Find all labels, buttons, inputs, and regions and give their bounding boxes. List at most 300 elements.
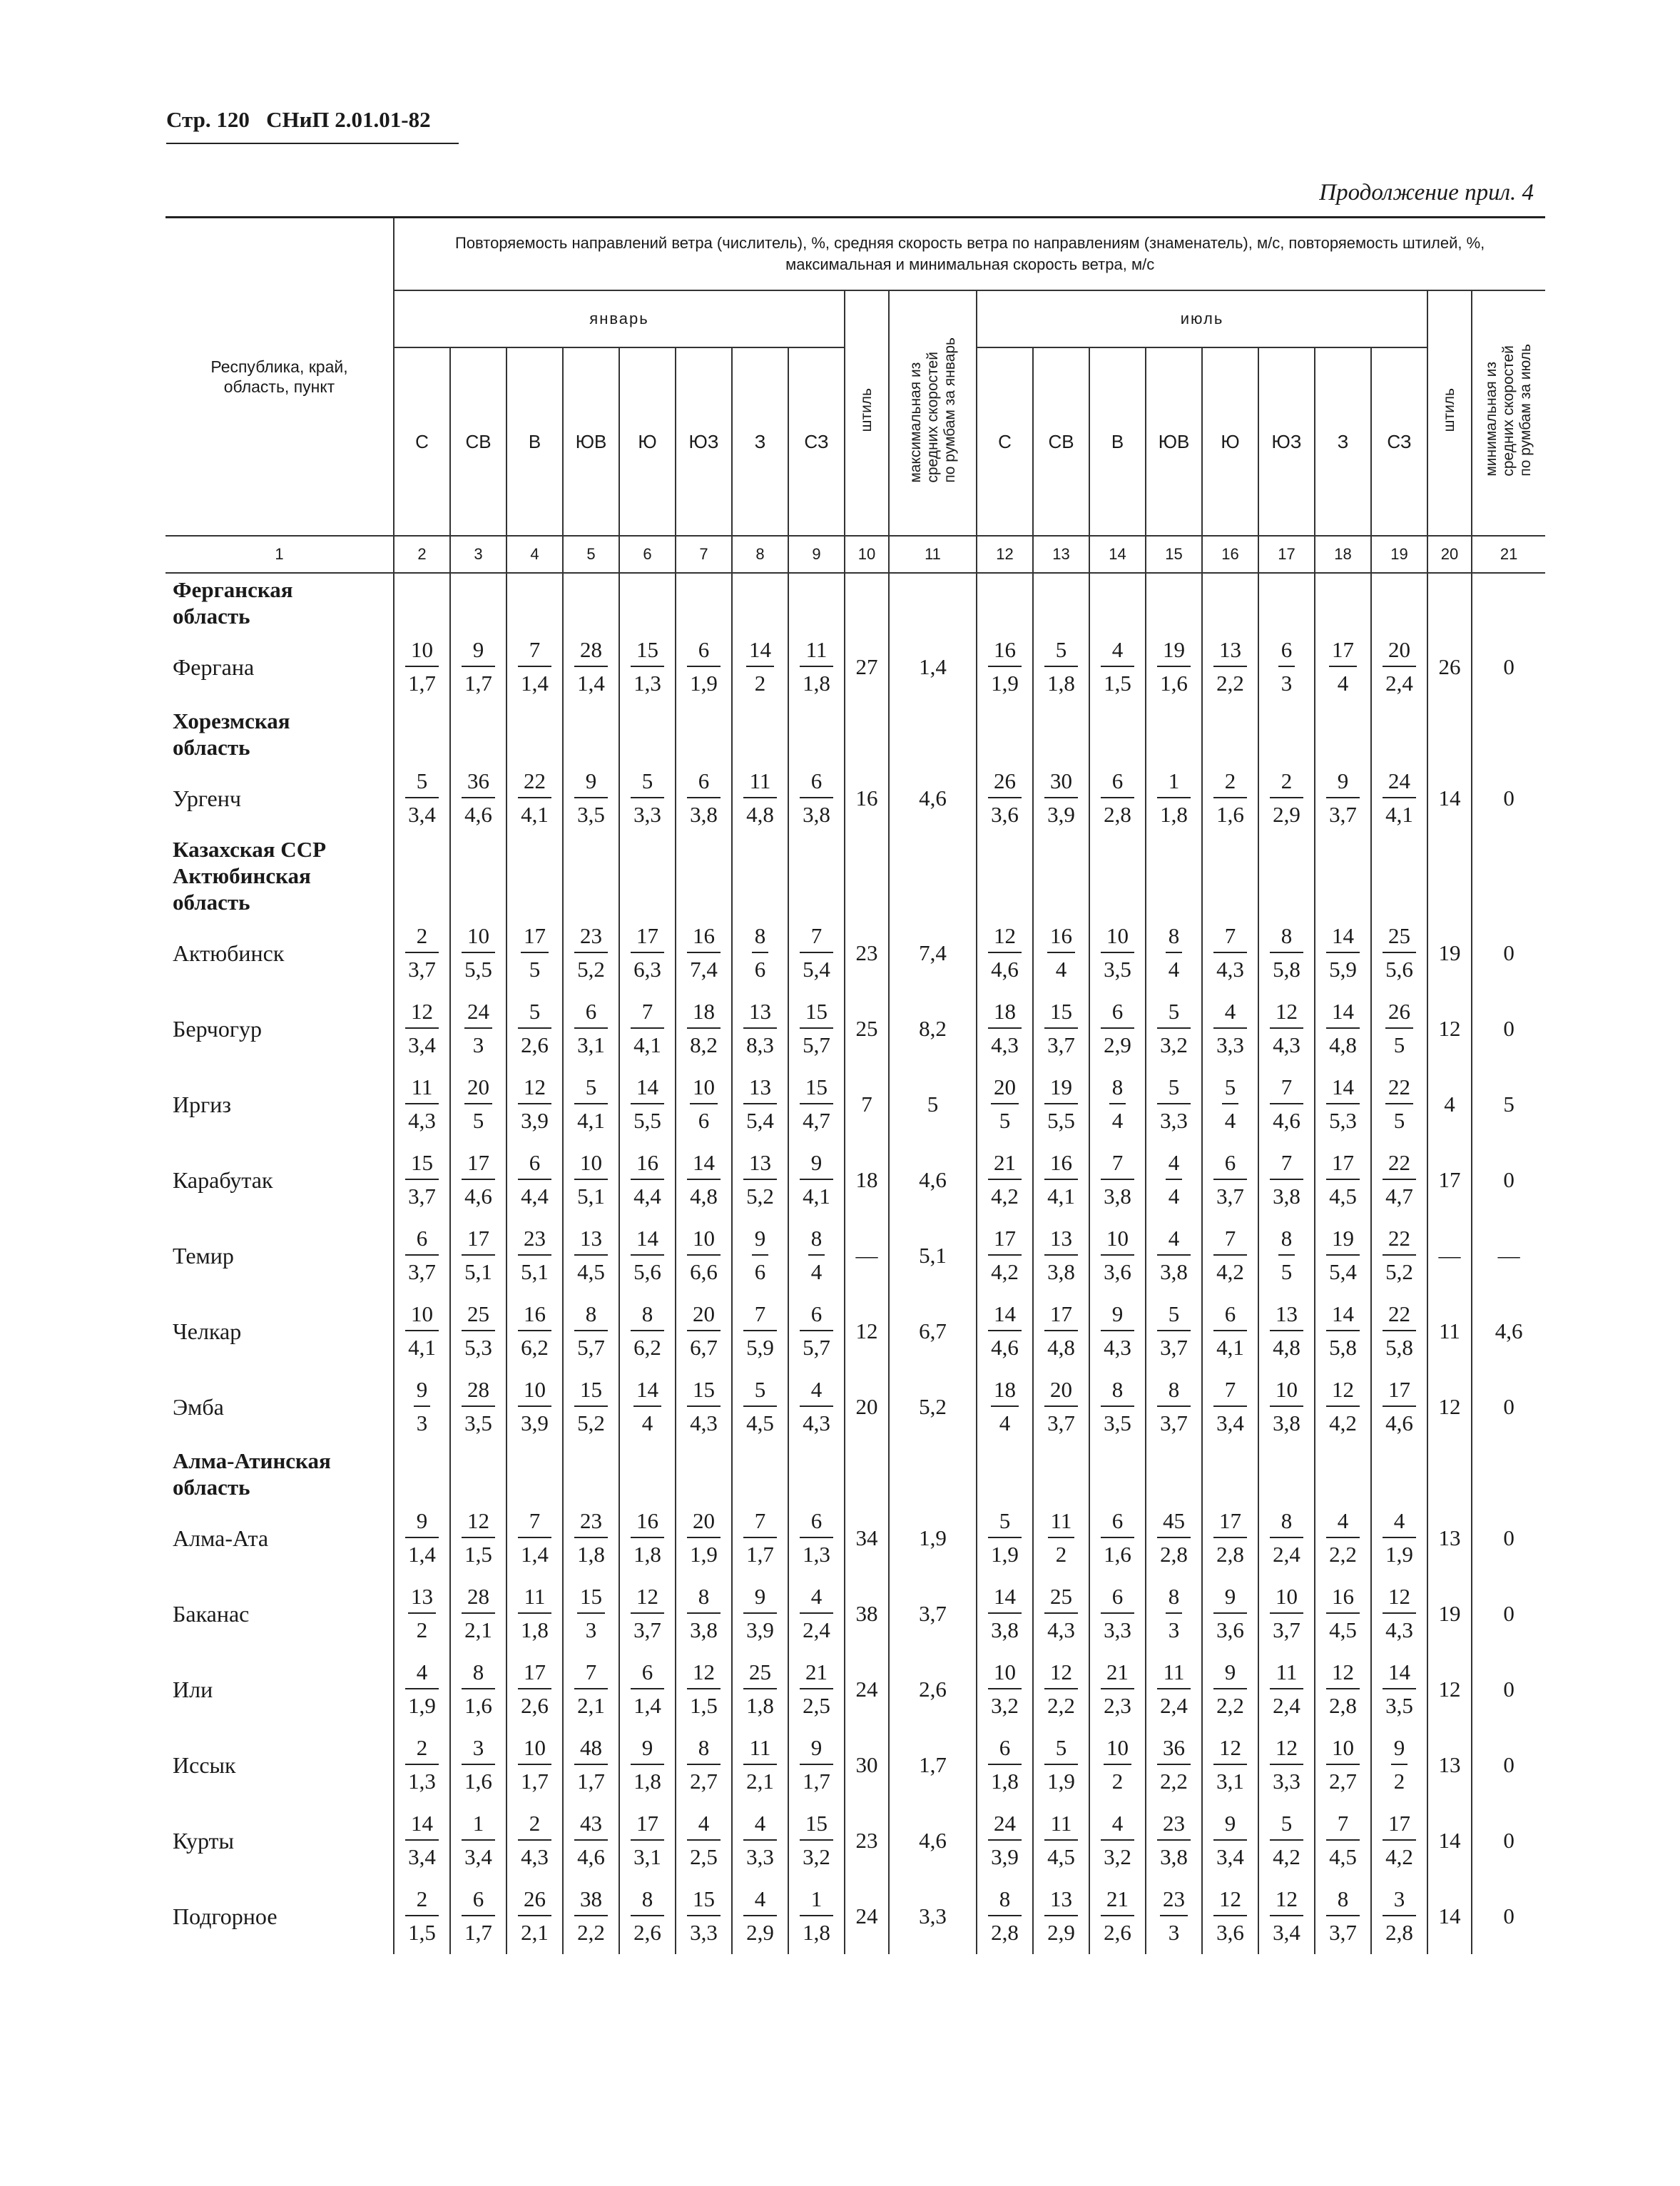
frequency-percent: 17 <box>631 925 664 953</box>
jan-direction-header: ЮВ <box>563 347 619 536</box>
mean-speed: 4,4 <box>521 1183 549 1209</box>
mean-speed: 1,7 <box>464 670 492 696</box>
mean-speed: 4,5 <box>577 1259 605 1284</box>
mean-speed: 6,2 <box>633 1334 661 1360</box>
mean-speed: 1,8 <box>521 1617 549 1642</box>
mean-speed: 4,3 <box>1047 1617 1075 1642</box>
jan-direction-cell <box>676 1142 732 1218</box>
frequency-percent: 9 <box>574 770 608 798</box>
mean-speed: 2,5 <box>803 1692 830 1718</box>
mean-speed: 3,2 <box>1104 1844 1131 1869</box>
fraction <box>462 1149 495 1209</box>
mean-speed: 3,7 <box>633 1617 661 1642</box>
fraction <box>464 1076 492 1132</box>
fraction <box>991 1378 1019 1434</box>
fraction <box>1044 1076 1078 1132</box>
frequency-percent: 11 <box>800 639 833 667</box>
station-row <box>166 1879 1545 1954</box>
mean-speed: 4,1 <box>633 1032 661 1057</box>
column-number: 7 <box>676 536 732 573</box>
mean-speed: 2,4 <box>1160 1692 1188 1718</box>
jul-direction-cell <box>1315 1879 1371 1954</box>
frequency-percent: 14 <box>405 1812 439 1841</box>
fraction <box>1157 1303 1191 1358</box>
jul-direction-cell <box>977 1142 1033 1218</box>
frequency-percent: 7 <box>800 925 833 953</box>
fraction <box>1044 1812 1078 1868</box>
fraction <box>405 922 439 982</box>
fraction <box>988 1888 1022 1943</box>
empty-cell <box>732 573 788 629</box>
jul-direction-cell <box>977 1727 1033 1803</box>
mean-speed: 4,1 <box>1385 801 1413 827</box>
frequency-percent: 4 <box>1213 1000 1247 1029</box>
frequency-percent: 1 <box>462 1812 495 1841</box>
mean-speed: 3,7 <box>1047 1032 1075 1057</box>
frequency-percent: 10 <box>405 639 439 667</box>
fraction <box>988 1000 1022 1056</box>
fraction <box>1157 1000 1191 1056</box>
frequency-percent: 6 <box>1101 1510 1134 1538</box>
mean-speed: 3,3 <box>1104 1617 1131 1642</box>
jan-max-speed: 5,1 <box>889 1218 977 1293</box>
jan-direction-cell <box>732 991 788 1067</box>
jan-direction-cell <box>394 991 450 1067</box>
jul-min-speed: — <box>1472 1218 1545 1293</box>
empty-cell <box>788 836 845 915</box>
mean-speed: 1,9 <box>690 1541 718 1567</box>
station-name: Фергана <box>173 654 255 680</box>
frequency-percent: 15 <box>800 1812 833 1841</box>
fraction <box>518 1661 551 1717</box>
mean-speed: 1,8 <box>577 1541 605 1567</box>
mean-speed: 5,2 <box>746 1183 774 1209</box>
mean-speed: 4,3 <box>1273 1032 1300 1057</box>
empty-cell <box>450 705 506 761</box>
fraction <box>800 1661 833 1717</box>
column-number: 17 <box>1258 536 1315 573</box>
jul-direction-cell <box>1146 1803 1202 1879</box>
frequency-percent: 6 <box>988 1737 1022 1765</box>
jan-direction-cell <box>450 1727 506 1803</box>
jul-direction-cell <box>1033 1500 1089 1576</box>
fraction <box>1278 636 1295 696</box>
jan-direction-cell <box>676 629 732 705</box>
column-number: 6 <box>619 536 676 573</box>
fraction <box>518 1076 551 1132</box>
jan-direction-cell <box>563 629 619 705</box>
frequency-percent: 17 <box>518 1661 551 1689</box>
jan-direction-cell <box>394 915 450 991</box>
fraction <box>518 636 551 696</box>
fraction <box>743 1734 777 1794</box>
frequency-percent: 5 <box>1157 1303 1191 1331</box>
fraction <box>462 770 495 825</box>
mean-speed: 2,3 <box>1104 1692 1131 1718</box>
fraction <box>462 1812 495 1868</box>
jul-direction-cell <box>1089 1727 1146 1803</box>
mean-speed: 3,8 <box>1273 1183 1300 1209</box>
fraction <box>405 1303 439 1358</box>
mean-speed: 2,9 <box>1273 801 1300 827</box>
jul-direction-header: З <box>1315 347 1371 536</box>
frequency-percent: 4 <box>405 1661 439 1689</box>
jul-direction-cell <box>1089 915 1146 991</box>
fraction <box>631 922 664 982</box>
empty-cell <box>1315 705 1371 761</box>
stub-header: Республика, край, область, пункт <box>166 218 394 537</box>
wind-table <box>166 216 1545 1954</box>
fraction <box>1383 1149 1416 1209</box>
jan-direction-header: ЮЗ <box>676 347 732 536</box>
mean-speed: 4,5 <box>1329 1183 1357 1209</box>
empty-cell <box>506 705 563 761</box>
frequency-percent: 10 <box>1101 925 1134 953</box>
frequency-percent: 7 <box>518 1510 551 1538</box>
jul-direction-cell <box>977 629 1033 705</box>
mean-speed: 3 <box>1281 670 1293 696</box>
frequency-percent: 26 <box>988 770 1022 798</box>
frequency-percent: 9 <box>414 1378 431 1407</box>
frequency-percent: 10 <box>1326 1737 1360 1765</box>
jul-direction-cell <box>1202 1652 1258 1727</box>
fraction <box>1213 1227 1247 1283</box>
empty-cell <box>1033 836 1089 915</box>
fraction <box>1383 1510 1416 1565</box>
mean-speed: 3,6 <box>1216 1919 1244 1945</box>
mean-speed: 6 <box>754 1259 766 1284</box>
mean-speed: 2,2 <box>1329 1541 1357 1567</box>
jan-direction-cell <box>563 1879 619 1954</box>
jul-direction-cell <box>977 915 1033 991</box>
frequency-percent: 25 <box>1044 1585 1078 1614</box>
mean-speed: 1,5 <box>690 1692 718 1718</box>
fraction <box>574 1888 608 1943</box>
fraction <box>1166 922 1183 982</box>
frequency-percent: 4 <box>1166 1152 1183 1180</box>
mean-speed: 4,2 <box>1385 1844 1413 1869</box>
jul-direction-cell <box>1258 1500 1315 1576</box>
mean-speed: 2,9 <box>746 1919 774 1945</box>
jul-direction-cell <box>1089 1803 1146 1879</box>
frequency-percent: 14 <box>746 639 774 667</box>
jul-direction-cell <box>1315 1727 1371 1803</box>
fraction <box>988 770 1022 825</box>
empty-cell <box>563 836 619 915</box>
frequency-percent: 21 <box>800 1661 833 1689</box>
fraction <box>462 1888 495 1943</box>
mean-speed: 5,2 <box>577 1410 605 1435</box>
jan-direction-cell <box>506 1293 563 1369</box>
jul-direction-cell <box>1146 1067 1202 1142</box>
jul-min-speed: 0 <box>1472 761 1545 836</box>
jan-calm-value: 34 <box>845 1500 889 1576</box>
fraction <box>518 1227 551 1283</box>
fraction <box>1270 1149 1303 1209</box>
jul-min-speed: 0 <box>1472 1879 1545 1954</box>
region-name: Казахская ССР Актюбинская область <box>173 837 327 915</box>
frequency-percent: 8 <box>1270 925 1303 953</box>
fraction <box>743 1888 777 1943</box>
fraction <box>1044 1149 1078 1209</box>
column-number: 19 <box>1371 536 1427 573</box>
mean-speed: 5,4 <box>803 956 830 982</box>
mean-speed: 5,5 <box>633 1107 661 1133</box>
mean-speed: 5,7 <box>803 1032 830 1057</box>
frequency-percent: 2 <box>1213 770 1247 798</box>
frequency-percent: 12 <box>988 925 1022 953</box>
mean-speed: 1,8 <box>991 1768 1019 1794</box>
frequency-percent: 10 <box>988 1661 1022 1689</box>
mean-speed: 3,8 <box>690 801 718 827</box>
jan-direction-cell <box>450 1500 506 1576</box>
jul-direction-cell <box>1146 1500 1202 1576</box>
frequency-percent: 11 <box>743 770 777 798</box>
mean-speed: 4,3 <box>408 1107 436 1133</box>
mean-speed: 2,7 <box>690 1768 718 1794</box>
fraction <box>1326 1734 1360 1794</box>
frequency-percent: 21 <box>1101 1661 1134 1689</box>
fraction <box>1278 1227 1295 1283</box>
frequency-percent: 10 <box>518 1737 551 1765</box>
fraction <box>405 1661 439 1717</box>
fraction <box>1326 1888 1360 1943</box>
station-name: Иргиз <box>173 1091 231 1117</box>
frequency-percent: 12 <box>1044 1661 1078 1689</box>
mean-speed: 3,3 <box>690 1919 718 1945</box>
jan-direction-cell <box>788 1293 845 1369</box>
frequency-percent: 8 <box>1109 1076 1126 1104</box>
empty-cell <box>676 705 732 761</box>
jul-direction-cell <box>1146 1142 1202 1218</box>
jan-direction-cell <box>788 1142 845 1218</box>
frequency-percent: 10 <box>1270 1585 1303 1614</box>
fraction <box>631 1000 664 1056</box>
jan-direction-cell <box>394 1879 450 1954</box>
jan-max-speed: 4,6 <box>889 1803 977 1879</box>
mean-speed: 4,3 <box>991 1032 1019 1057</box>
frequency-percent: 14 <box>988 1585 1022 1614</box>
column-number: 12 <box>977 536 1033 573</box>
jan-max-label: максимальная из средних скоростей по румбам за январь <box>907 337 958 483</box>
fraction <box>1044 1378 1078 1434</box>
frequency-percent: 22 <box>1383 1152 1416 1180</box>
jul-direction-cell <box>977 1369 1033 1445</box>
fraction <box>1385 1000 1413 1056</box>
fraction <box>1101 1378 1134 1434</box>
empty-cell <box>1033 1445 1089 1500</box>
jul-min-header <box>1472 290 1545 536</box>
empty-cell <box>1258 836 1315 915</box>
jan-calm-value: 38 <box>845 1576 889 1652</box>
frequency-percent: 15 <box>687 1888 721 1916</box>
mean-speed: 1,8 <box>746 1692 774 1718</box>
jan-direction-cell <box>619 761 676 836</box>
region-row <box>166 573 1545 629</box>
mean-speed: 3,5 <box>577 801 605 827</box>
frequency-percent: 7 <box>1270 1076 1303 1104</box>
jan-direction-cell <box>788 1218 845 1293</box>
frequency-percent: 15 <box>800 1076 833 1104</box>
fraction <box>687 636 721 696</box>
mean-speed: 5,1 <box>577 1183 605 1209</box>
frequency-percent: 9 <box>752 1227 769 1256</box>
jul-direction-cell <box>1371 1727 1427 1803</box>
fraction <box>631 1888 664 1943</box>
fraction <box>687 1812 721 1868</box>
empty-cell <box>1472 573 1545 629</box>
fraction <box>518 1734 551 1794</box>
fraction <box>752 1227 769 1283</box>
jan-direction-cell <box>506 761 563 836</box>
jul-direction-cell <box>1258 1727 1315 1803</box>
frequency-percent: 26 <box>518 1888 551 1916</box>
jul-direction-cell <box>1202 1218 1258 1293</box>
mean-speed: 1,8 <box>1047 670 1075 696</box>
frequency-percent: 17 <box>462 1152 495 1180</box>
jul-direction-cell <box>977 1803 1033 1879</box>
jan-direction-cell <box>450 1879 506 1954</box>
mean-speed: 3,7 <box>1329 1919 1357 1945</box>
empty-cell <box>1315 836 1371 915</box>
frequency-percent: 22 <box>1383 1303 1416 1331</box>
empty-cell <box>732 836 788 915</box>
mean-speed: 4,3 <box>1385 1617 1413 1642</box>
jul-direction-cell <box>1371 1067 1427 1142</box>
region-row <box>166 836 1545 915</box>
empty-cell <box>450 1445 506 1500</box>
frequency-percent: 43 <box>574 1812 608 1841</box>
fraction <box>518 1812 551 1868</box>
jan-max-speed: 2,6 <box>889 1652 977 1727</box>
empty-cell <box>1472 836 1545 915</box>
frequency-percent: 11 <box>743 1737 777 1765</box>
fraction <box>800 1303 833 1358</box>
fraction <box>1326 1076 1360 1132</box>
mean-speed: 2,6 <box>633 1919 661 1945</box>
jul-direction-cell <box>1202 1067 1258 1142</box>
jul-direction-cell <box>1089 1652 1146 1727</box>
frequency-percent: 15 <box>577 1585 605 1614</box>
jan-direction-cell <box>619 1067 676 1142</box>
frequency-percent: 8 <box>631 1888 664 1916</box>
jan-direction-cell <box>788 1576 845 1652</box>
jul-min-label: минимальная из средних скоростей по румбам за июль <box>1483 344 1534 477</box>
mean-speed: 1,6 <box>1216 801 1244 827</box>
fraction <box>1383 1661 1416 1717</box>
jan-direction-header: СВ <box>450 347 506 536</box>
column-number: 1 <box>166 536 394 573</box>
jul-direction-cell <box>1146 1576 1202 1652</box>
station-row <box>166 1142 1545 1218</box>
frequency-percent: 17 <box>631 1812 664 1841</box>
jan-max-speed: 5 <box>889 1067 977 1142</box>
empty-cell <box>845 1445 889 1500</box>
jan-direction-cell <box>563 1803 619 1879</box>
jul-direction-cell <box>1033 991 1089 1067</box>
jan-direction-cell <box>732 1879 788 1954</box>
jan-calm-label: штиль <box>858 388 875 432</box>
mean-speed: 5,5 <box>464 956 492 982</box>
mean-speed: 1,7 <box>408 670 436 696</box>
empty-cell <box>1427 573 1472 629</box>
mean-speed: 3,5 <box>1104 956 1131 982</box>
mean-speed: 2,8 <box>1216 1541 1244 1567</box>
jul-direction-cell <box>1033 1576 1089 1652</box>
jul-direction-cell <box>1033 761 1089 836</box>
jul-direction-cell <box>1146 1369 1202 1445</box>
jul-calm-value: 14 <box>1427 1879 1472 1954</box>
mean-speed: 3 <box>416 1410 428 1435</box>
mean-speed: 3,8 <box>1047 1259 1075 1284</box>
jan-direction-cell <box>394 1369 450 1445</box>
empty-cell <box>1315 1445 1371 1500</box>
fraction <box>743 1661 777 1717</box>
jan-direction-cell <box>450 1652 506 1727</box>
frequency-percent: 14 <box>631 1076 664 1104</box>
frequency-percent: 8 <box>687 1737 721 1765</box>
mean-speed: 5,2 <box>577 956 605 982</box>
mean-speed: 4,5 <box>1329 1844 1357 1869</box>
fraction <box>1270 1000 1303 1056</box>
mean-speed: 5,1 <box>464 1259 492 1284</box>
mean-speed: 7,4 <box>690 956 718 982</box>
jul-direction-cell <box>1315 1067 1371 1142</box>
jan-direction-cell <box>732 1369 788 1445</box>
empty-cell <box>1371 573 1427 629</box>
jan-direction-cell <box>450 1067 506 1142</box>
mean-speed: 3,9 <box>521 1410 549 1435</box>
frequency-percent: 18 <box>687 1000 721 1029</box>
frequency-percent: 6 <box>1101 770 1134 798</box>
jan-direction-cell <box>619 1652 676 1727</box>
mean-speed: 1,6 <box>464 1692 492 1718</box>
empty-cell <box>1146 836 1202 915</box>
mean-speed: 5,1 <box>521 1259 549 1284</box>
frequency-percent: 26 <box>1385 1000 1413 1029</box>
mean-speed: 4,1 <box>577 1107 605 1133</box>
mean-speed: 1,9 <box>408 1692 436 1718</box>
mean-speed: 1,7 <box>746 1541 774 1567</box>
frequency-percent: 15 <box>631 639 664 667</box>
jul-direction-cell <box>1315 1142 1371 1218</box>
jul-direction-cell <box>1146 761 1202 836</box>
fraction <box>690 1076 718 1132</box>
station-name: Актюбинск <box>173 940 285 966</box>
jan-direction-cell <box>788 1803 845 1879</box>
frequency-percent: 4 <box>687 1812 721 1841</box>
frequency-percent: 10 <box>1270 1378 1303 1407</box>
fraction <box>1222 1076 1239 1132</box>
mean-speed: 1,8 <box>633 1541 661 1567</box>
station-row <box>166 1727 1545 1803</box>
jul-direction-cell <box>1315 991 1371 1067</box>
frequency-percent: 6 <box>518 1152 551 1180</box>
jan-max-speed: 4,6 <box>889 761 977 836</box>
frequency-percent: 10 <box>518 1378 551 1407</box>
mean-speed: 4 <box>1111 1107 1124 1133</box>
fraction <box>631 1149 664 1209</box>
frequency-percent: 7 <box>518 639 551 667</box>
jul-direction-cell <box>1371 915 1427 991</box>
jul-direction-cell <box>1315 1652 1371 1727</box>
fraction <box>988 636 1022 696</box>
jan-direction-cell <box>732 1652 788 1727</box>
empty-cell <box>1089 836 1146 915</box>
frequency-percent: 14 <box>1326 1000 1360 1029</box>
mean-speed: 1,7 <box>577 1768 605 1794</box>
fraction <box>743 1378 777 1434</box>
